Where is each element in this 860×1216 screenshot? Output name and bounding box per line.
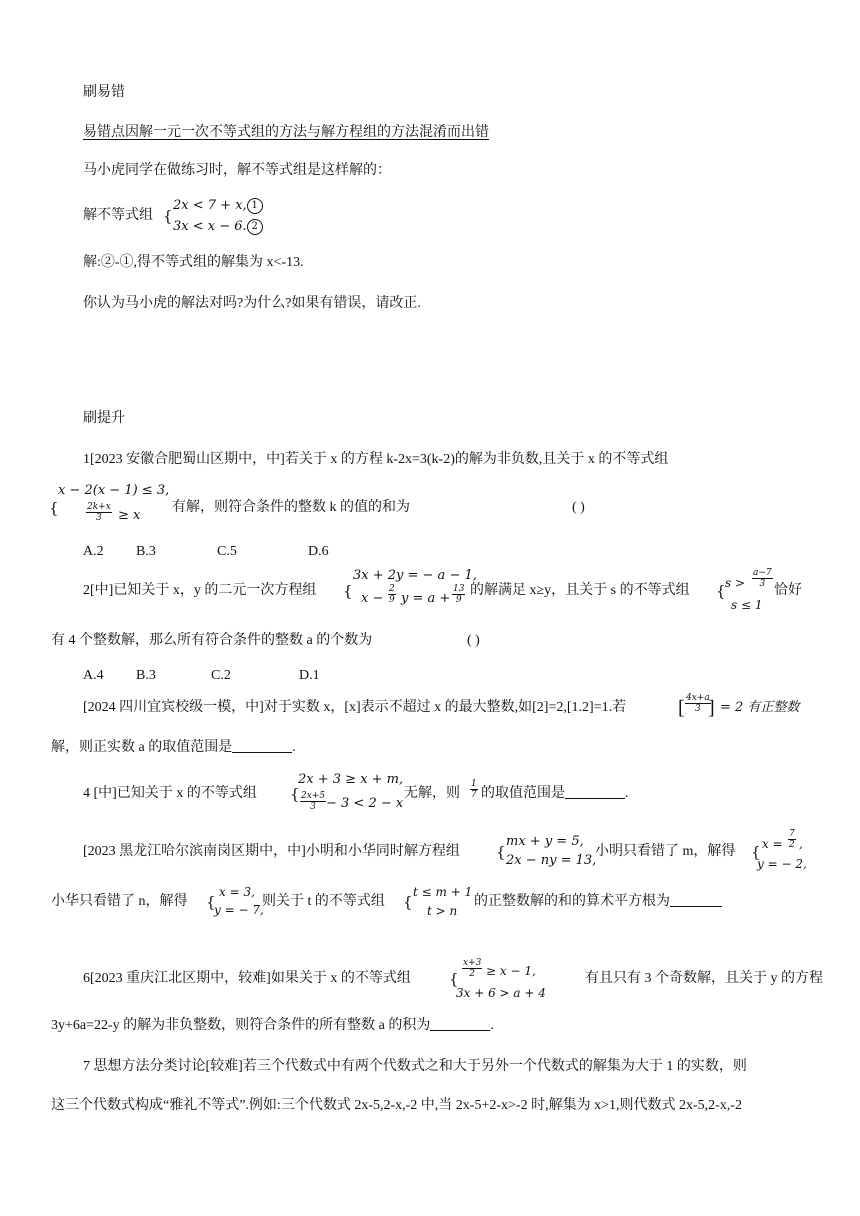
q2-s-ineq-2: s ≤ 1: [731, 598, 763, 612]
q3-fraction: $\frac{4x+a}{3}$: [686, 693, 710, 714]
q2-line-2: 有 4 个整数解，那么所有符合条件的整数 a 的个数为: [51, 633, 373, 648]
q1-tail: 有解，则符合条件的整数 k 的值的和为: [172, 500, 410, 515]
q5-answer-blank: [670, 894, 722, 907]
q1-option-a: A.2: [83, 544, 104, 559]
q5-sol-brace: {: [751, 843, 761, 861]
q2-s-brace: {: [716, 582, 726, 600]
q3-answer-blank: [232, 740, 292, 753]
q1-inequality-1: x − 2(x − 1) ≤ 3,: [58, 483, 170, 498]
q5-brace: {: [496, 843, 506, 861]
q5-sol1-comma: ,: [799, 837, 803, 851]
inequality-1: 2x < 7 + x, 1: [173, 197, 263, 215]
q1-fraction: $\frac{2k+x}{3}$: [87, 502, 111, 523]
q4-frac-1-7: $\frac{1}{7}$: [471, 779, 477, 800]
mistake-question: 你认为马小虎的解法对吗?为什么?如果有错误，请改正.: [83, 296, 421, 311]
q2-s-frac: $\frac{a-7}{3}$: [753, 568, 772, 589]
q5-sol1-frac: $\frac{7}{2}$: [789, 829, 795, 850]
q2-equation-2b: y = a +: [401, 591, 451, 606]
mistake-intro: 马小虎同学在做练习时，解不等式组是这样解的：: [83, 163, 391, 178]
wrong-solution: 解:②-①,得不等式组的解集为 x<-13.: [83, 255, 304, 270]
q2-equation-2a: x −: [361, 591, 384, 606]
q3-stem: [2024 四川宜宾校级一模，中]对于实数 x，[x]表示不超过 x 的最大整数,如[2]=2,[1.2]=1.若: [83, 700, 627, 715]
q5-sol3-brace: {: [206, 893, 216, 911]
q1-option-c: C.5: [217, 544, 237, 559]
q3-bracket-right: ]: [708, 697, 715, 719]
q5-t-ineq-2: t > n: [427, 904, 458, 918]
q2-s-ineq-1: s >: [725, 576, 746, 590]
q5-sol2: y = − 2,: [757, 857, 807, 871]
q1-stem: 1[2023 安徽合肥蜀山区期中，中]若关于 x 的方程 k-2x=3(k-2)的解为非负数,且关于 x 的不等式组: [83, 452, 669, 467]
q6-fraction: $\frac{x+3}{2}$: [463, 958, 482, 979]
q6-brace: {: [449, 970, 459, 988]
q4-brace: {: [290, 785, 300, 803]
q6-inequality-2: 3x + 6 > a + 4: [456, 986, 546, 1000]
q5-line2-c: 的正整数解的和的算术平方根为: [474, 893, 722, 911]
q4-stem: 4 [中]已知关于 x 的不等式组: [83, 786, 257, 801]
q5-sol4: y = − 7,: [214, 903, 264, 917]
q4-inequality-2-rest: − 3 < 2 − x: [326, 796, 404, 811]
circled-mark-1: 1: [247, 198, 263, 214]
system-label: 解不等式组: [83, 208, 153, 223]
q1-option-b: B.3: [136, 544, 156, 559]
q4-inequality-1: 2x + 3 ≥ x + m,: [298, 772, 404, 787]
q7-line-2: 这三个代数式构成“雅礼不等式”.例如:三个代数式 2x-5,2-x,-2 中,当 2x-5+2-x>-2 时,解集为 x>1,则代数式 2x-5,2-x,-2: [51, 1098, 742, 1113]
q2-stem-a: 2[中]已知关于 x，y 的二元一次方程组: [83, 583, 317, 598]
q5-equation-2: 2x − ny = 13,: [506, 853, 597, 868]
q1-answer-paren: ( ): [572, 500, 585, 515]
q2-option-a: A.4: [83, 668, 104, 683]
left-brace: {: [163, 207, 173, 225]
q4-answer-blank: [565, 786, 625, 799]
q3-rest: = 2 有正整数: [720, 700, 800, 715]
q5-t-ineq-1: t ≤ m + 1: [413, 885, 473, 899]
inequality-2: 3x < x − 6. 2: [173, 218, 263, 236]
q1-inequality-2-rest: ≥ x: [118, 508, 141, 523]
q6-inequality-1-rest: ≥ x − 1,: [486, 964, 536, 978]
q2-option-d: D.1: [299, 668, 320, 683]
q2-frac-2: $\frac{13}{9}$: [453, 584, 465, 605]
q4-mid: 无解，则: [404, 786, 460, 801]
q4-fraction: $\frac{2x+5}{3}$: [301, 791, 326, 812]
q5-t-brace: {: [403, 893, 413, 911]
q3-line-2: 解，则正实数 a 的取值范围是 .: [51, 740, 296, 755]
q7-line-1: 7 思想方法分类讨论[较难]若三个代数式中有两个代数式之和大于另外一个代数式的解集为大于 1 的实数，则: [83, 1059, 747, 1074]
q4-tail: 的取值范围是 .: [481, 786, 629, 801]
q5-sol1-a: x =: [762, 837, 783, 851]
q2-stem-c: 恰好: [774, 583, 802, 598]
q1-brace: {: [49, 499, 59, 517]
q2-option-c: C.2: [211, 668, 231, 683]
q5-line2-a: 小华只看错了 n，解得: [51, 894, 188, 909]
q6-answer-blank: [430, 1018, 490, 1031]
q2-stem-b: 的解满足 x≥y，且关于 s 的不等式组: [470, 583, 690, 598]
q6-stem: 6[2023 重庆江北区期中，较难]如果关于 x 的不等式组: [83, 971, 411, 986]
q2-equation-1: 3x + 2y = − a − 1,: [353, 568, 477, 583]
q5-mid: 小明只看错了 m，解得: [595, 844, 736, 859]
q2-answer-paren: ( ): [467, 633, 480, 648]
q3-bracket-left: [: [678, 697, 685, 719]
circled-mark-2: 2: [247, 219, 263, 235]
q5-equation-1: mx + y = 5,: [506, 834, 584, 849]
q6-line-2: 3y+6a=22-y 的解为非负整数，则符合条件的所有整数 a 的积为 .: [51, 1018, 494, 1033]
q2-brace: {: [343, 582, 353, 600]
mistake-topic: 易错点因解一元一次不等式组的方法与解方程组的方法混淆而出错: [83, 125, 489, 140]
q1-option-d: D.6: [308, 544, 329, 559]
q2-frac-1: $\frac{2}{9}$: [389, 584, 395, 605]
q2-option-b: B.3: [136, 668, 156, 683]
q6-tail: 有且只有 3 个奇数解，且关于 y 的方程: [585, 971, 823, 986]
q5-stem: [2023 黑龙江哈尔滨南岗区期中，中]小明和小华同时解方程组: [83, 844, 460, 859]
q5-line2-b: 则关于 t 的不等式组: [262, 894, 385, 909]
section-heading-improve: 刷提升: [83, 411, 125, 426]
section-heading-mistakes: 刷易错: [83, 85, 125, 100]
q5-sol3: x = 3,: [219, 885, 255, 899]
